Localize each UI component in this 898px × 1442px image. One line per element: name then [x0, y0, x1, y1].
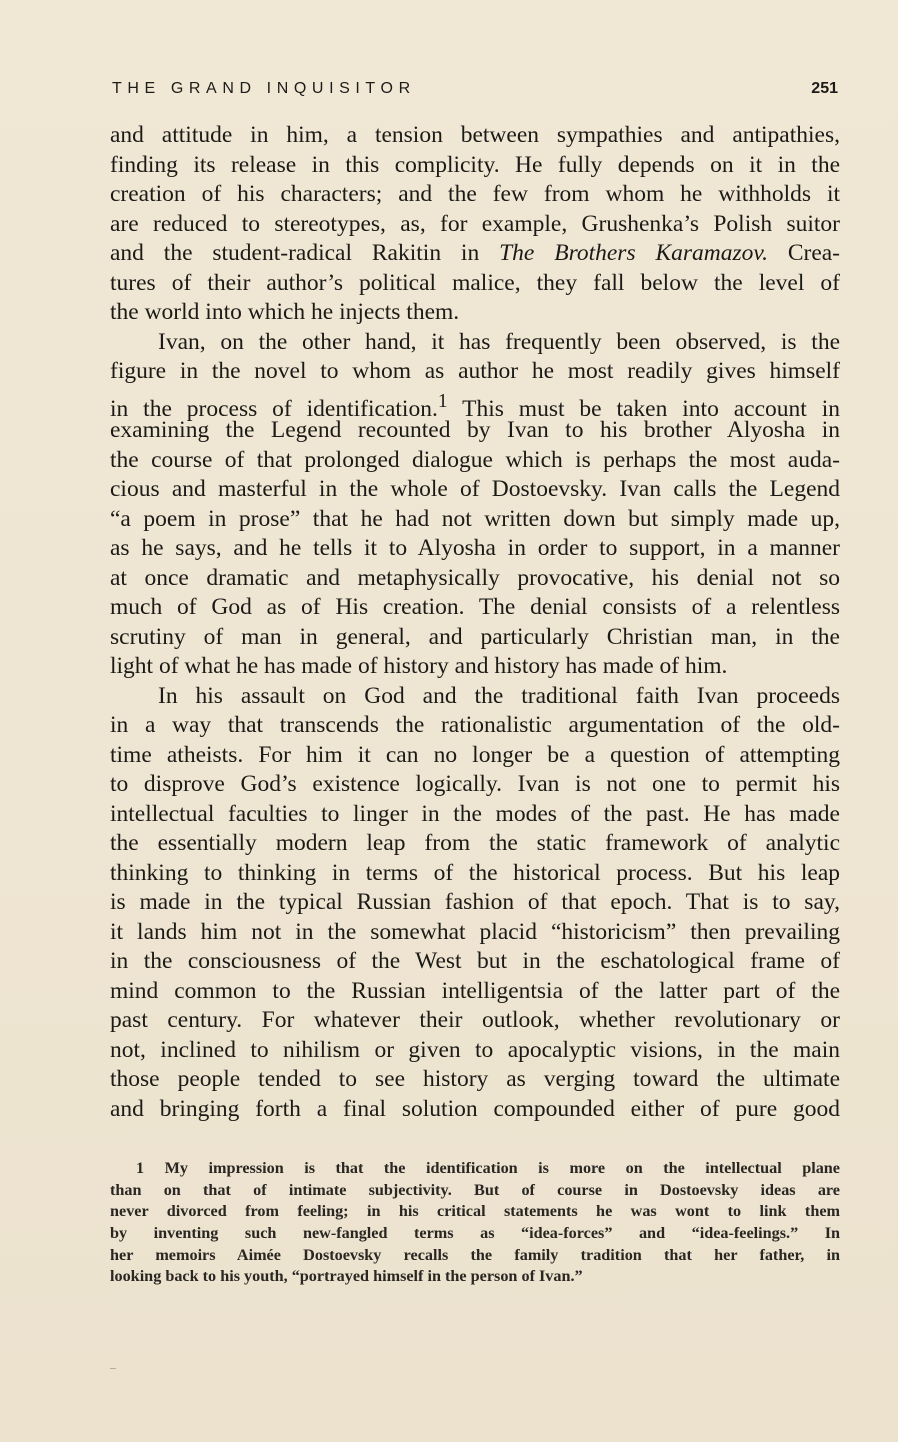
footnote-line: looking back to his youth, “portrayed himself in the person of Ivan.”	[110, 1267, 583, 1286]
text-line: at once dramatic and metaphysically provocative, his denial not so	[110, 564, 840, 591]
text-line: and the student-radical Rakitin in The Brothers Karamazov. Crea-	[110, 240, 841, 266]
text-line: intellectual faculties to linger in the modes of the past. He has made	[110, 800, 840, 827]
text-line: scrutiny of man in general, and particularly Christian man, in the	[110, 623, 840, 650]
running-title: THE GRAND INQUISITOR	[112, 80, 416, 97]
text-line: and bringing forth a final solution compounded either of pure good	[110, 1095, 840, 1122]
text-line: examining the Legend recounted by Ivan to his brother Alyosha in	[110, 417, 840, 443]
running-head	[112, 80, 838, 104]
text-line: Ivan, on the other hand, it has frequently been observed, is the	[158, 328, 840, 355]
footnote-line: her memoirs Aimée Dostoevsky recalls the family tradition that her father, in	[110, 1245, 840, 1264]
footnote-line: never divorced from feeling; in his critical statements he was wont to link them	[110, 1202, 840, 1221]
text-line: much of God as of His creation. The denial consists of a relentless	[110, 594, 840, 620]
text-line: the essentially modern leap from the static framework of analytic	[110, 830, 840, 856]
text-line: past century. For whatever their outlook, whether revolutionary or	[110, 1007, 840, 1033]
text-line: and attitude in him, a tension between sympathies and antipathies,	[110, 122, 840, 148]
text-line: creation of his characters; and the few from whom he withholds it	[110, 181, 840, 207]
text-line: the world into which he injects them.	[110, 299, 460, 325]
text-line: is made in the typical Russian fashion of that epoch. That is to say,	[110, 889, 840, 915]
footnotes	[110, 1158, 840, 1288]
text-line: it lands him not in the somewhat placid “historicism” then prevailing	[110, 918, 840, 945]
page-number: 251	[811, 80, 838, 97]
text-line: mind common to the Russian intelligentsia of the latter part of the	[110, 977, 840, 1004]
text-line: in the consciousness of the West but in the eschatological frame of	[110, 948, 840, 974]
text-line: figure in the novel to whom as author he most readily gives himself	[110, 358, 840, 384]
text-line: “a poem in prose” that he had not written down but simply made up,	[110, 505, 840, 532]
text-line: cious and masterful in the whole of Dostoevsky. Ivan calls the Legend	[110, 476, 840, 502]
page-mark	[110, 1368, 116, 1369]
body-text	[110, 121, 840, 1124]
footnote-line: by inventing such new-fangled terms as “idea-forces” and “idea-feelings.” In	[110, 1224, 840, 1243]
text-line: tures of their author’s political malice, they fall below the level of	[110, 269, 840, 296]
footnote-line: 1 My impression is that the identification is more on the intellectual plane	[136, 1159, 840, 1177]
text-line: time atheists. For him it can no longer be a question of attempting	[110, 741, 840, 768]
text-line: to disprove God’s existence logically. Ivan is not one to permit his	[110, 771, 840, 797]
text-line: in the process of identification.$^1$ This must be taken into account in	[110, 390, 840, 422]
text-line: are reduced to stereotypes, as, for example, Grushenka’s Polish suitor	[110, 210, 840, 237]
text-line: as he says, and he tells it to Alyosha in order to support, in a manner	[110, 535, 840, 561]
footnote-line: than on that of intimate subjectivity. But of course in Dostoevsky ideas are	[110, 1180, 840, 1199]
text-line: the course of that prolonged dialogue which is perhaps the most auda-	[110, 446, 840, 473]
text-line: in a way that transcends the rationalistic argumentation of the old-	[110, 712, 840, 738]
text-line: In his assault on God and the traditional faith Ivan proceeds	[158, 682, 840, 709]
text-line: thinking to thinking in terms of the historical process. But his leap	[110, 859, 840, 886]
text-line: not, inclined to nihilism or given to apocalyptic visions, in the main	[110, 1036, 840, 1063]
text-line: those people tended to see history as verging toward the ultimate	[110, 1066, 840, 1092]
text-line: light of what he has made of history and history has made of him.	[110, 653, 728, 679]
text-line: finding its release in this complicity. He fully depends on it in the	[110, 151, 840, 178]
